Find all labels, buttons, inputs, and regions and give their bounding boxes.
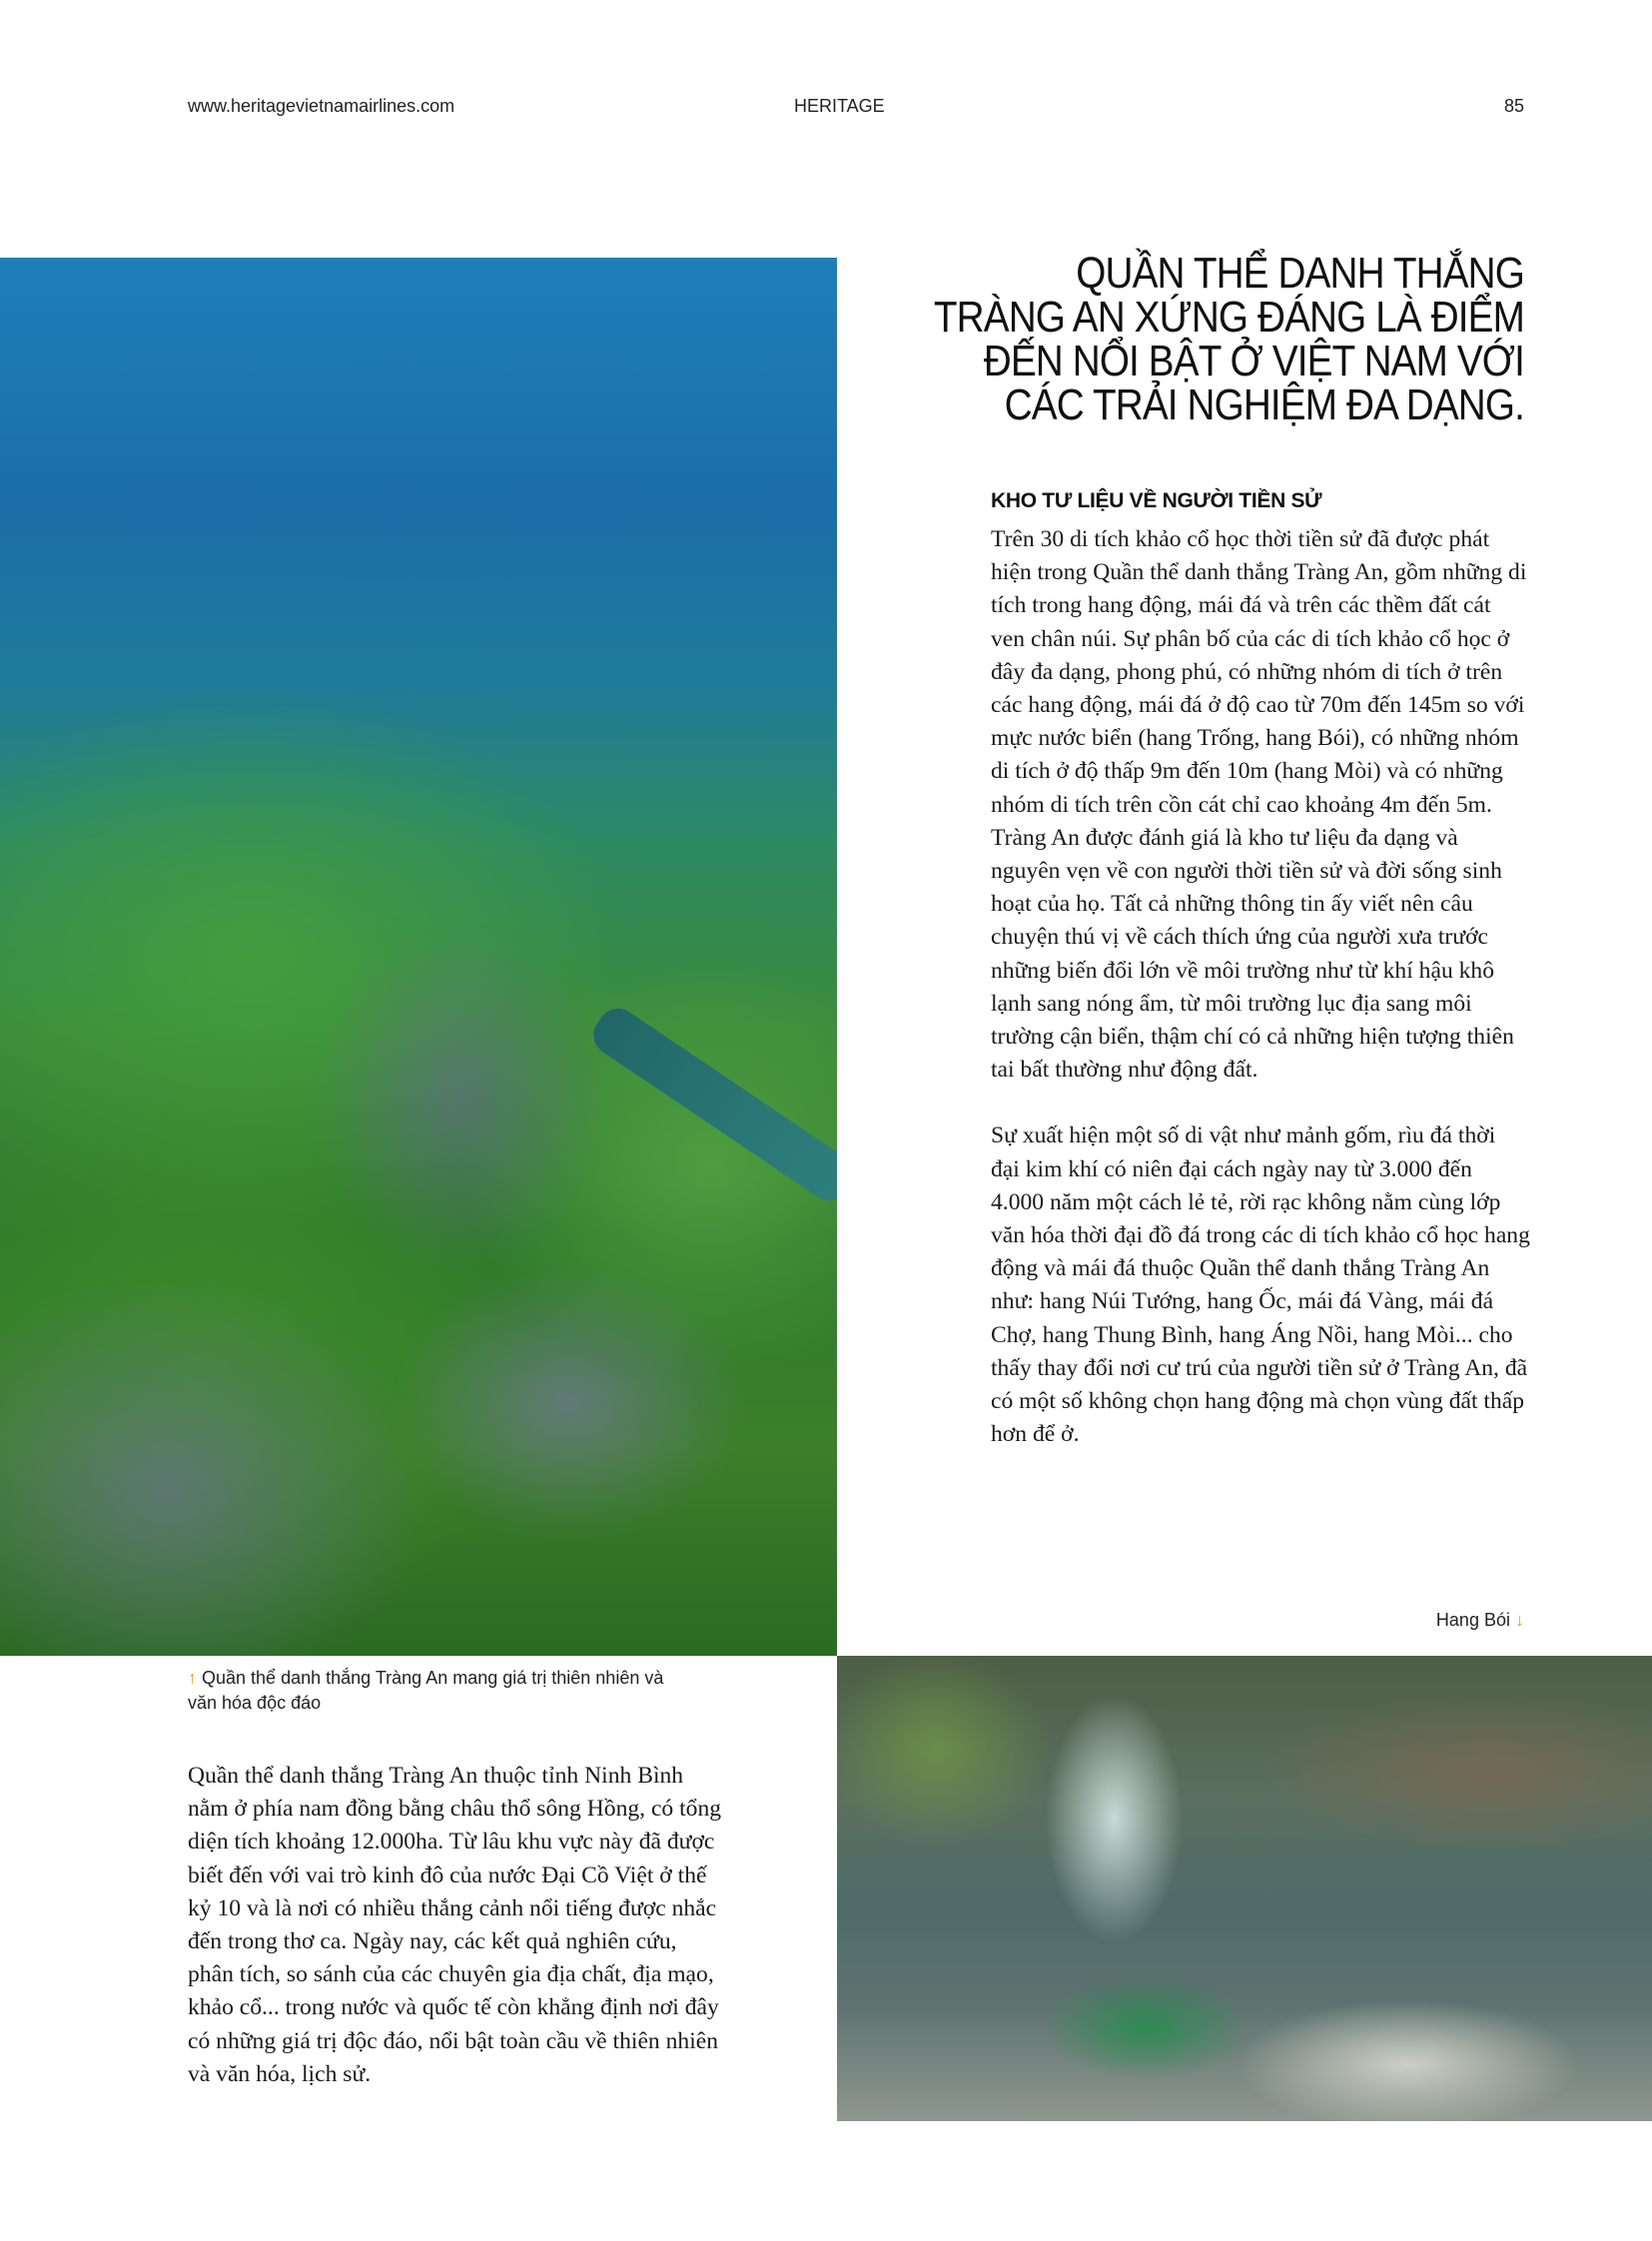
site-url[interactable]: www.heritagevietnamairlines.com: [188, 96, 455, 116]
river-shape: [586, 1001, 837, 1208]
caption-text: Quần thể danh thắng Tràng An mang giá trị thiên nhiên và văn hóa độc đáo: [188, 1668, 664, 1713]
body-paragraph: Sự xuất hiện một số di vật như mảnh gốm, rìu đá thời đại kim khí có niên đại cách ngày nay từ 3.000 đến 4.000 năm một cách lẻ tẻ, rời rạc không nằm cùng lớp văn hóa thời đại đồ đá trong các di tích khảo cổ học hang động và mái đá thuộc Quần thể danh thắng Tràng An như: hang Núi Tướng, hang Ốc, mái đá Vàng, mái đá Chợ, hang Thung Bình, hang Áng Nồi, hang Mòi... cho thấy thay đổi nơi cư trú của người tiền sử ở Tràng An, đã có một số không chọn hang động mà chọn vùng đất thấp hơn để ở.: [991, 1122, 1530, 1448]
left-column: [188, 1760, 727, 2091]
headline: [909, 249, 1524, 429]
page-number: 85: [1503, 96, 1524, 116]
section-title: KHO TƯ LIỆU VỀ NGƯỜI TIỀN SỬ: [991, 489, 1322, 512]
arrow-down-icon: ↓: [1515, 1610, 1524, 1630]
body-paragraph: Trên 30 di tích khảo cổ học thời tiền sử đã được phát hiện trong Quần thể danh thắng Tràng An, gồm những di tích trong hang động, mái đá và trên các thềm đất cát ven chân núi. Sự phân bố của các di tích khảo cổ học ở đây đa dạng, phong phú, có những nhóm di tích ở trên các hang động, mái đá ở độ cao từ 70m đến 145m so với mực nước biển (hang Trống, hang Bói), có những nhóm di tích ở độ thấp 9m đến 10m (hang Mòi) và có những nhóm di tích trên cồn cát chỉ cao khoảng 4m đến 5m. Tràng An được đánh giá là kho tư liệu đa dạng và nguyên vẹn về con người thời tiền sử và đời sống sinh hoạt của họ. Tất cả những thông tin ấy viết nên câu chuyện thú vị về cách thích ứng của người xưa trước những biến đổi lớn về môi trường như từ khí hậu khô lạnh sang nóng ẩm, từ môi trường lục địa sang môi trường cận biển, thậm chí có cả những hiện tượng thiên tai bất thường như động đất.: [991, 526, 1527, 1084]
headline-line: ĐẾN NỔI BẬT Ở VIỆT NAM VỚI: [983, 337, 1524, 385]
main-photo-caption: [188, 1666, 667, 1716]
headline-line: TRÀNG AN XỨNG ĐÁNG LÀ ĐIỂM: [933, 293, 1524, 342]
caption-text: Hang Bói: [1435, 1610, 1510, 1630]
section-label: HERITAGE: [794, 96, 885, 116]
headline-line: CÁC TRẢI NGHIỆM ĐA DẠNG.: [1004, 380, 1524, 429]
body-paragraph: Quần thể danh thắng Tràng An thuộc tỉnh Ninh Bình nằm ở phía nam đồng bằng châu thổ sông Hồng, có tổng diện tích khoảng 12.000ha. Từ lâu khu vực này đã được biết đến với vai trò kinh đô của nước Đại Cồ Việt ở thế kỷ 10 và là nơi có nhiều thắng cảnh nổi tiếng được nhắc đến trong thơ ca. Ngày nay, các kết quả nghiên cứu, phân tích, so sánh của các chuyên gia địa chất, địa mạo, khảo cổ... trong nước và quốc tế còn khẳng định nơi đây có những giá trị độc đáo, nổi bật toàn cầu về thiên nhiên và văn hóa, lịch sử.: [188, 1763, 722, 2087]
headline-line: QUẦN THỂ DANH THẮNG: [1076, 249, 1524, 298]
cave-photo-caption: [1436, 1610, 1524, 1631]
arrow-up-icon: ↑: [188, 1668, 197, 1688]
trang-an-landscape-photo: [0, 258, 837, 1656]
right-column: [991, 489, 1530, 1451]
hang-boi-cave-photo: [837, 1656, 1652, 2121]
